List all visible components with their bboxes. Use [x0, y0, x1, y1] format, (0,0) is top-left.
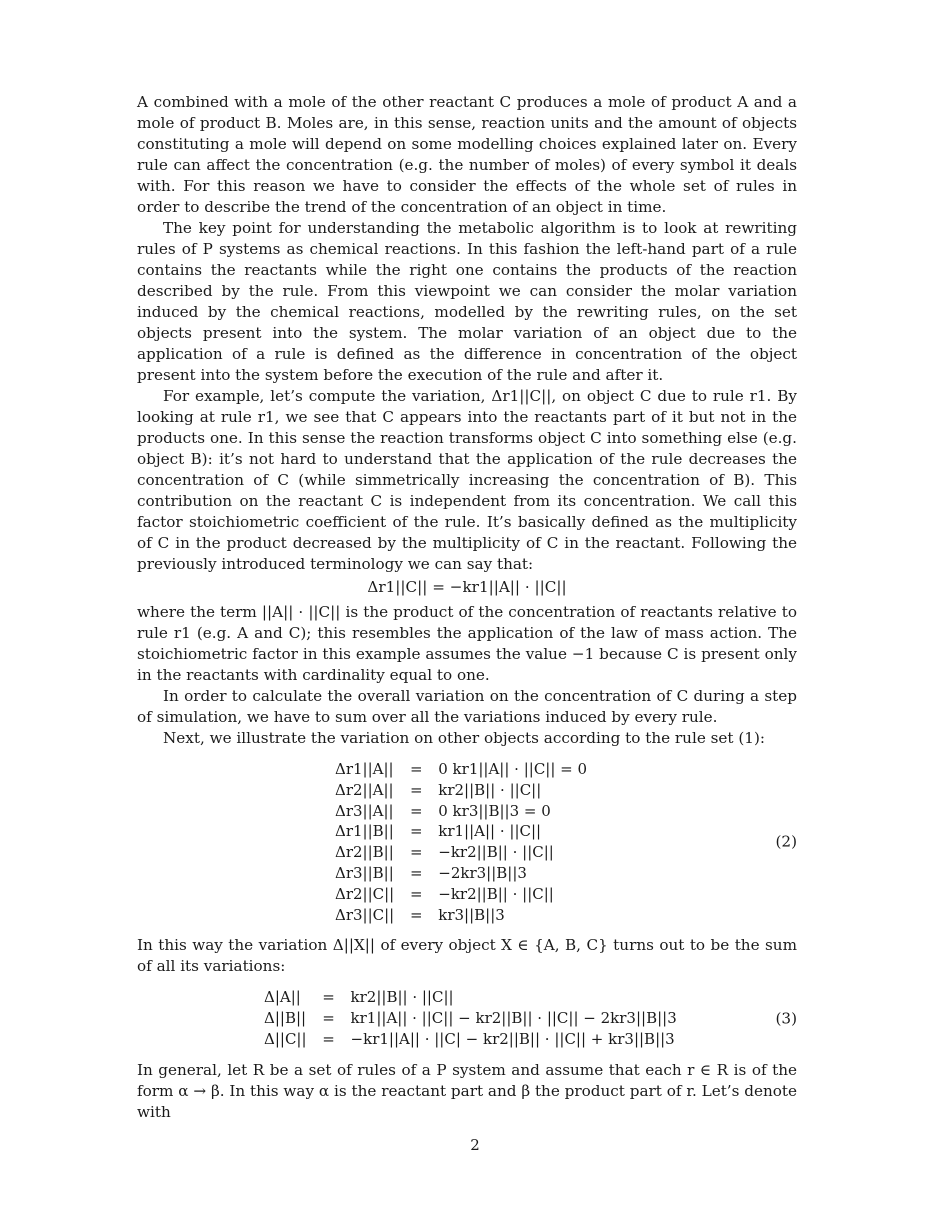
paragraph-3: For example, let’s compute the variation, Δr1||C||, on object C due to rule r1. By looking at rule r1, we see that C appears into the reactants part of it but not in the products one. In this sense the reaction transforms object C into something else (e.g. object B): it’s not hard to understand that the application of the rule decreases the concentration of C (while simmetrically increasing the concentration of B). This contribution on the reactant C is independent from its concentration. We call this factor stoichiometric coefficient of the rule. It’s basically defined as the multiplicity of C in the product decreased by the multiplicity of C in the reactant. Following the previously introduced terminology we can say that:: [137, 387, 797, 573]
equation-row: Δr3||A|| = 0 kr3||B||3 = 0: [335, 801, 551, 820]
equation-row: Δr3||B|| = −2kr3||B||3: [335, 863, 527, 882]
paragraph-1: A combined with a mole of the other reactant C produces a mole of product A and a mole of product B. Moles are, in this sense, reaction units and the amount of objects constituting a mole will depend on some modelling choices explained later on. Every rule can affect the concentration (e.g. the number of moles) of every symbol it deals with. For this reason we have to consider the effects of the whole set of rules in order to describe the trend of the concentration of an object in time.: [137, 93, 797, 216]
equation-row: Δr1||A|| = 0 kr1||A|| · ||C|| = 0: [335, 760, 588, 778]
page-body: [137, 92, 797, 1123]
page-number: 2: [470, 1136, 480, 1154]
equation-row: Δ||B|| = kr1||A|| · ||C|| − kr2||B|| · ||C|| − 2kr3||B||3: [264, 1009, 677, 1028]
equation-table-3: [264, 987, 677, 1049]
equation-row: Δr2||B|| = −kr2||B|| · ||C||: [335, 843, 554, 862]
paragraph-4: where the term ||A|| · ||C|| is the product of the concentration of reactants relative to rule r1 (e.g. A and C); this resembles the application of the law of mass action. The stoichiometric factor in this example assumes the value −1 because C is present only in the reactants with cardinality equal to one.: [137, 603, 797, 684]
equation-array-2: [137, 759, 797, 925]
equation-row: Δr2||A|| = kr2||B|| · ||C||: [335, 780, 542, 799]
equation-number-2: (2): [775, 832, 797, 851]
equation-row: Δr2||C|| = −kr2||B|| · ||C||: [335, 884, 554, 903]
paragraph-7: In this way the variation Δ||X|| of every object X ∈ {A, B, C} turns out to be the sum of all its variations:: [137, 936, 797, 976]
equation-table-2: [335, 759, 587, 925]
equation-number-3: (3): [775, 1009, 797, 1028]
equation-row: Δr3||C|| = kr3||B||3: [335, 905, 505, 924]
equation-array-3: [137, 987, 797, 1049]
paragraph-8: In general, let R be a set of rules of a P system and assume that each r ∈ R is of the form α → β. In this way α is the reactant part and β the product part of r. Let’s denote with: [137, 1060, 797, 1121]
display-equation: Δr1||C|| = −kr1||A|| · ||C||: [367, 578, 567, 596]
paragraph-6: Next, we illustrate the variation on other objects according to the rule set (1):: [163, 729, 765, 747]
paragraph-5: In order to calculate the overall variation on the concentration of C during a step of simulation, we have to sum over all the variations induced by every rule.: [137, 687, 797, 726]
equation-row: Δ||C|| = −kr1||A|| · ||C| − kr2||B|| · ||C|| + kr3||B||3: [264, 1029, 675, 1048]
paragraph-2: The key point for understanding the metabolic algorithm is to look at rewriting rules of P systems as chemical reactions. In this fashion the left-hand part of a rule contains the reactants while the right one contains the products of the reaction described by the rule. From this viewpoint we can consider the molar variation induced by the chemical reactions, modelled by the rewriting rules, on the set objects present into the system. The molar variation of an object due to the application of a rule is defined as the difference in concentration of the object present into the system before the execution of the rule and after it.: [137, 219, 797, 384]
equation-row: Δr1||B|| = kr1||A|| · ||C||: [335, 822, 542, 841]
equation-row: Δ|A|| = kr2||B|| · ||C||: [264, 988, 454, 1007]
